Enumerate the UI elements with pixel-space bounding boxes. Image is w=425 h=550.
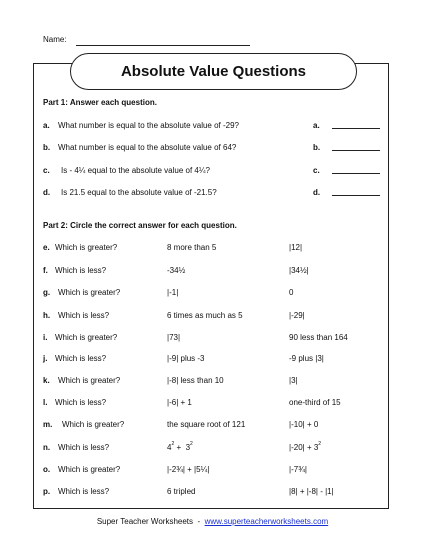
question-label: i. — [43, 333, 48, 342]
question-label: a. — [43, 121, 50, 130]
question-text: Which is less? — [55, 266, 107, 275]
option-1[interactable]: the square root of 121 — [167, 420, 246, 429]
part1-heading: Part 1: Answer each question. — [43, 98, 157, 107]
question-row-b — [0, 143, 425, 155]
option-1[interactable]: 8 more than 5 — [167, 243, 217, 252]
name-label: Name: — [43, 35, 67, 44]
question-text: Is 21.5 equal to the absolute value of -21.5? — [61, 188, 217, 197]
compare-row-e — [0, 243, 425, 255]
question-text: Which is less? — [55, 354, 107, 363]
compare-row-i — [0, 333, 425, 345]
question-text: Which is greater? — [58, 288, 121, 297]
option-1[interactable] — [167, 443, 193, 452]
compare-row-n — [0, 443, 425, 455]
option-1[interactable]: |73| — [167, 333, 181, 342]
answer-label: d. — [313, 188, 321, 197]
name-input-line[interactable] — [76, 45, 250, 46]
option-1-base: 4 — [167, 443, 172, 452]
question-row-a — [0, 121, 425, 133]
option-1[interactable]: 6 tripled — [167, 487, 196, 496]
question-label: p. — [43, 487, 51, 496]
question-label: g. — [43, 288, 51, 297]
option-2[interactable]: -9 plus |3| — [289, 354, 324, 363]
option-2[interactable] — [289, 443, 321, 452]
option-2-exponent: 2 — [318, 441, 322, 447]
compare-row-k — [0, 376, 425, 388]
option-2[interactable]: |-7¾| — [289, 465, 307, 474]
title-banner — [70, 53, 357, 90]
footer-link[interactable]: www.superteacherworksheets.com — [204, 517, 329, 526]
question-label: f. — [43, 266, 48, 275]
answer-label: c. — [313, 166, 320, 175]
option-1-exponent-2: 2 — [190, 441, 193, 447]
answer-label: b. — [313, 143, 321, 152]
option-2[interactable]: one-third of 15 — [289, 398, 341, 407]
question-text: What number is equal to the absolute value of -29? — [58, 121, 239, 130]
compare-row-j — [0, 354, 425, 366]
compare-row-g — [0, 288, 425, 300]
answer-label: a. — [313, 121, 320, 130]
compare-row-l — [0, 398, 425, 410]
question-label: m. — [43, 420, 53, 429]
option-1[interactable]: |-1| — [167, 288, 179, 297]
question-label: c. — [43, 166, 50, 175]
option-2[interactable]: |3| — [289, 376, 298, 385]
question-text: Which is less? — [58, 311, 110, 320]
question-label: l. — [43, 398, 48, 407]
option-2[interactable]: 0 — [289, 288, 294, 297]
option-1[interactable]: -34½ — [167, 266, 186, 275]
option-2[interactable]: |8| + |-8| - |1| — [289, 487, 334, 496]
compare-row-f — [0, 266, 425, 278]
question-text: Which is greater? — [55, 333, 118, 342]
footer-brand: Super Teacher Worksheets - — [96, 517, 205, 526]
option-1-exponent: 2 — [171, 441, 175, 447]
question-label: e. — [43, 243, 50, 252]
question-text: Is - 4¼ equal to the absolute value of 4¼? — [61, 166, 210, 175]
question-label: j. — [43, 354, 48, 363]
question-label: o. — [43, 465, 51, 474]
option-2[interactable]: |12| — [289, 243, 303, 252]
question-text: Which is greater? — [62, 420, 125, 429]
question-label: h. — [43, 311, 51, 320]
part2-heading: Part 2: Circle the correct answer for each question. — [43, 221, 237, 230]
option-2[interactable]: |-29| — [289, 311, 305, 320]
option-2[interactable]: |34½| — [289, 266, 309, 275]
option-2[interactable]: 90 less than 164 — [289, 333, 348, 342]
page-title: Absolute Value Questions — [120, 63, 307, 80]
option-1[interactable]: |-6| + 1 — [167, 398, 192, 407]
answer-line[interactable] — [322, 143, 380, 153]
question-label: d. — [43, 188, 51, 197]
compare-row-p — [0, 487, 425, 499]
footer — [0, 517, 425, 526]
question-text: Which is greater? — [55, 243, 118, 252]
question-label: b. — [43, 143, 51, 152]
answer-line[interactable] — [322, 121, 380, 131]
option-1-term: + 3 — [174, 443, 191, 452]
question-text: Which is less? — [58, 443, 110, 452]
compare-row-m — [0, 420, 425, 432]
option-2-base: |-20| + 3 — [289, 443, 319, 452]
option-1[interactable]: |-9| plus -3 — [167, 354, 205, 363]
compare-row-h — [0, 311, 425, 323]
compare-row-o — [0, 465, 425, 477]
question-row-d — [0, 188, 425, 200]
option-1[interactable]: |-2¾| + |5¼| — [167, 465, 210, 474]
question-text: Which is less? — [55, 398, 107, 407]
option-1[interactable]: 6 times as much as 5 — [167, 311, 243, 320]
question-text: Which is greater? — [58, 465, 121, 474]
answer-line[interactable] — [322, 166, 380, 176]
answer-line[interactable] — [322, 188, 380, 198]
question-label: k. — [43, 376, 50, 385]
question-text: Which is greater? — [58, 376, 121, 385]
option-2[interactable]: |-10| + 0 — [289, 420, 319, 429]
question-text: What number is equal to the absolute value of 64? — [58, 143, 237, 152]
question-text: Which is less? — [58, 487, 110, 496]
question-row-c — [0, 166, 425, 178]
option-1[interactable]: |-8| less than 10 — [167, 376, 224, 385]
question-label: n. — [43, 443, 51, 452]
